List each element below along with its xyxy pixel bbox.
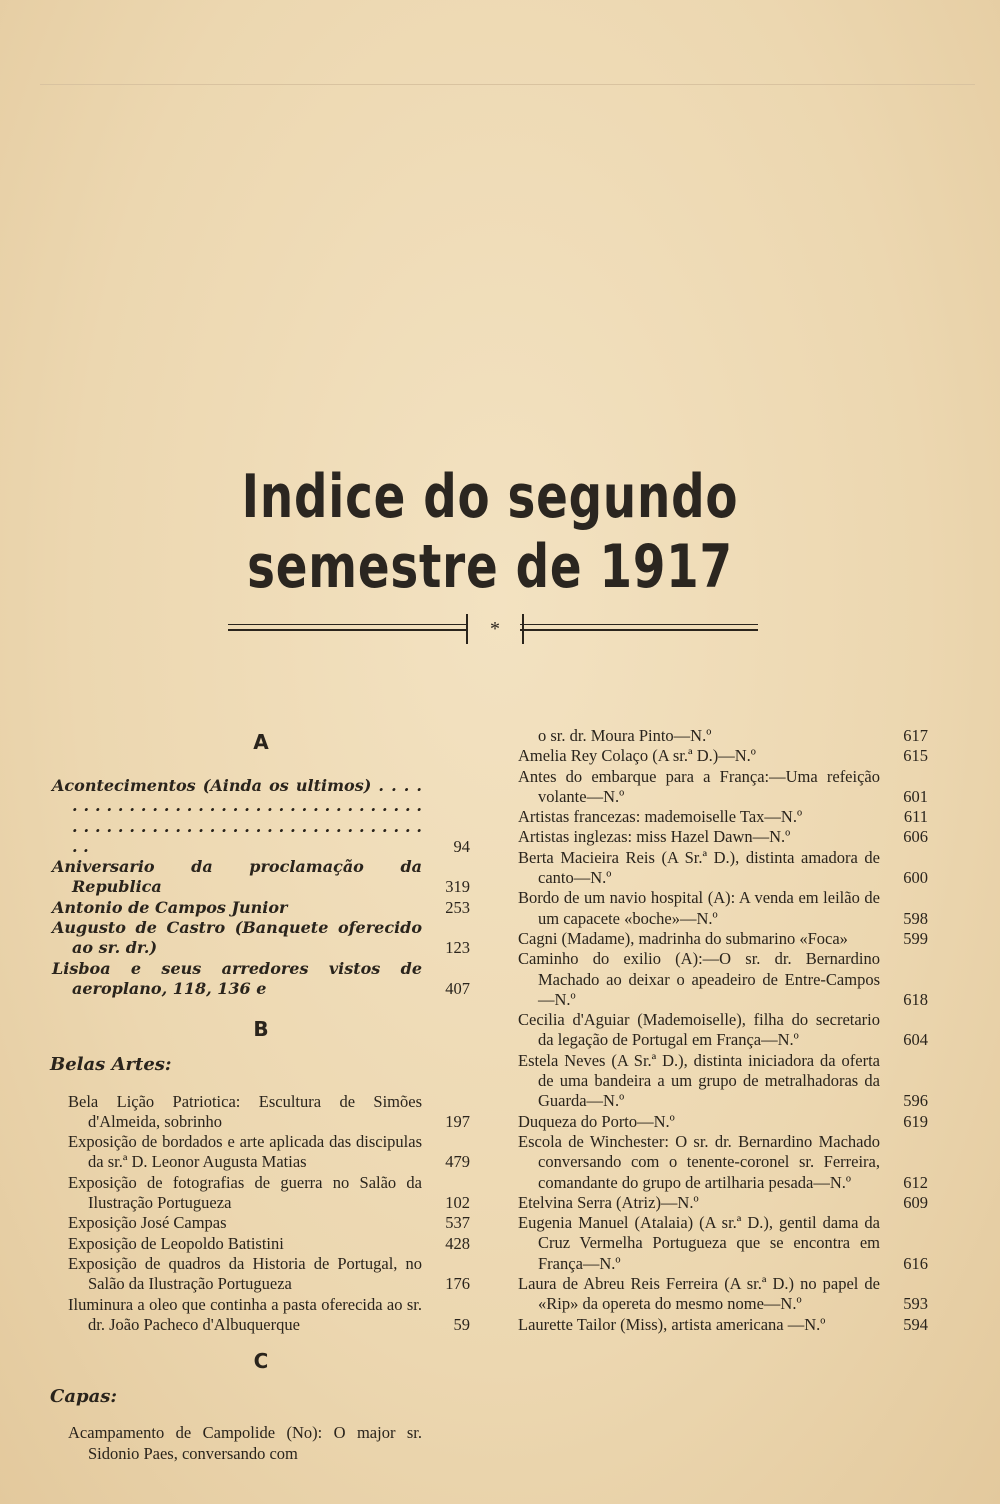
index-entry [518,1315,928,1335]
entry-text: Exposição de bordados e arte aplicada das discipulas da sr.ª D. Leonor Augusta Matias [68,1132,422,1172]
entry-text: Berta Macieira Reis (A Sr.ª D.), distinta amadora de canto—N.º [518,847,880,888]
entry-text: Antes do embarque para a França:—Uma refeição volante—N.º [518,766,880,806]
index-entry [52,1092,470,1133]
entry-text: Antonio de Campos Junior [52,897,288,917]
entry-page: 619 [903,1111,928,1131]
left-column [52,726,470,1464]
index-entry [52,776,470,857]
entry-page: 600 [903,868,928,888]
entry-page: 615 [903,746,928,766]
entry-text: Acampamento de Campolide (No): O major sr. Sidonio Paes, conversando com [68,1423,422,1463]
header-rule [40,84,975,85]
section-a-list [52,776,470,999]
entry-page: 611 [903,807,928,827]
index-entry [52,1132,470,1173]
entry-page: 102 [445,1193,470,1213]
entry-page: 479 [445,1152,470,1172]
index-entry [52,959,470,1000]
index-entry [518,1132,928,1193]
entry-page: 609 [903,1192,928,1212]
right-column [518,726,928,1335]
entry-page: 176 [445,1274,470,1294]
section-letter-a: A [253,730,269,754]
index-entry [52,1254,470,1295]
entry-text: Duqueza do Porto—N.º [518,1111,675,1131]
index-entry [518,1010,928,1051]
entry-text: Eugenia Manuel (Atalaia) (A sr.ª D.), gentil dama da Cruz Vermelha Portugueza que se encontra em França—N.º [518,1213,880,1273]
index-entry [518,1274,928,1315]
entry-page: 123 [445,938,470,958]
entry-text: Artistas inglezas: miss Hazel Dawn—N.º [518,827,791,847]
index-entry [518,949,928,1010]
entry-text: Iluminura a oleo que continha a pasta oferecida ao sr. dr. João Pacheco d'Albuquerque [68,1294,422,1334]
entry-page: 197 [445,1111,470,1131]
index-entry [518,1213,928,1274]
entry-text: Escola de Winchester: O sr. dr. Bernardino Machado conversando com o tenente-coronel sr. Ferreira, comandante do grupo de artilharia pesada—N.º [518,1131,880,1192]
entry-text: Etelvina Serra (Atriz)—N.º [518,1192,699,1212]
entry-page: 596 [903,1091,928,1111]
section-b-list [52,1092,470,1336]
entry-page: 617 [903,726,928,745]
entry-page: 59 [453,1314,470,1334]
entry-text: Exposição de fotografias de guerra no Salão da Ilustração Portugueza [68,1172,422,1213]
entry-page: 601 [903,786,928,806]
entry-page: 253 [445,897,470,917]
entry-text: Acontecimentos (Ainda os ultimos) [52,776,372,795]
section-letter-c: C [253,1349,269,1374]
index-entry [52,898,470,918]
index-entry [52,1295,470,1336]
ornament-rule-left [228,624,466,632]
section-c-list [52,1423,470,1464]
entry-page: 94 [453,836,470,856]
index-entry [518,1193,928,1213]
entry-text: Cagni (Madame), madrinha do submarino «Foca» [518,928,848,948]
index-entry [52,1173,470,1214]
ornament-asterisk-icon: * [466,614,524,644]
index-entry [52,1234,470,1254]
entry-text: Amelia Rey Colaço (A sr.ª D.)—N.º [518,746,756,766]
index-entry [52,1423,470,1464]
entry-text: Artistas francezas: mademoiselle Tax—N.º [518,807,803,827]
index-entry [518,807,928,827]
index-entry [518,827,928,847]
index-entry [52,918,470,959]
index-entry [52,857,470,898]
index-entry [518,929,928,949]
entry-page: 594 [903,1314,928,1334]
entry-text: Aniversario da proclamação da Republica [52,857,422,897]
index-entry [518,1051,928,1112]
entry-text: Exposição de quadros da Historia de Portugal, no Salão da Ilustração Portugueza [68,1253,422,1294]
entry-page: 599 [903,928,928,948]
ornament-rule-right [520,624,758,632]
entry-page: 598 [903,908,928,928]
entry-text: Estela Neves (A Sr.ª D.), distinta iniciadora da oferta de uma bandeira a um grupo de metralhadoras da Guarda—N.º [518,1050,880,1111]
entry-page: 606 [903,827,928,847]
index-entry [518,1112,928,1132]
index-entry [52,1213,470,1233]
entry-page: 618 [903,989,928,1009]
entry-text: Exposição José Campas [68,1213,227,1233]
index-entry [518,888,928,929]
entry-text: Bordo de um navio hospital (A): A venda em leilão de um capacete «boche»—N.º [518,888,880,928]
section-letter-b: B [253,1017,269,1042]
page-title: Indice do segundo semestre de 1917 [241,462,739,602]
category-heading-belas-artes: Belas Artes: [50,1054,172,1076]
entry-text: Bela Lição Patriotica: Escultura de Simões d'Almeida, sobrinho [68,1091,422,1131]
entry-text: o sr. dr. Moura Pinto—N.º [538,726,712,745]
entry-page: 407 [445,978,470,998]
entry-text: Exposição de Leopoldo Batistini [68,1233,284,1253]
index-entry [518,848,928,889]
entry-page: 537 [445,1213,470,1233]
entry-text: Caminho do exilio (A):—O sr. dr. Bernardino Machado ao deixar o apeadeiro de Entre-Campos—N.º [518,949,880,1009]
entry-text: Augusto de Castro (Banquete oferecido ao sr. dr.) [52,918,422,958]
entry-page: 616 [903,1253,928,1273]
entry-text: Laura de Abreu Reis Ferreira (A sr.ª D.) no papel de «Rip» da opereta do mesmo nome—N.º [518,1274,880,1314]
entry-page: 319 [445,877,470,897]
entry-page: 593 [903,1294,928,1314]
category-heading-capas: Capas: [50,1386,118,1408]
index-entry [518,746,928,766]
entry-text: Laurette Tailor (Miss), artista americana —N.º [518,1314,826,1334]
title-ornament [228,614,758,644]
index-entry-continued [518,726,928,746]
entry-text: Lisboa e seus arredores vistos de aeroplano, 118, 136 e [52,958,422,998]
entry-page: 612 [903,1172,928,1192]
entry-page: 428 [445,1233,470,1253]
entry-text: Cecilia d'Aguiar (Mademoiselle), filha do secretario da legação de Portugal em França—N.º [518,1010,880,1050]
index-entry [518,767,928,808]
entry-page: 604 [903,1030,928,1050]
